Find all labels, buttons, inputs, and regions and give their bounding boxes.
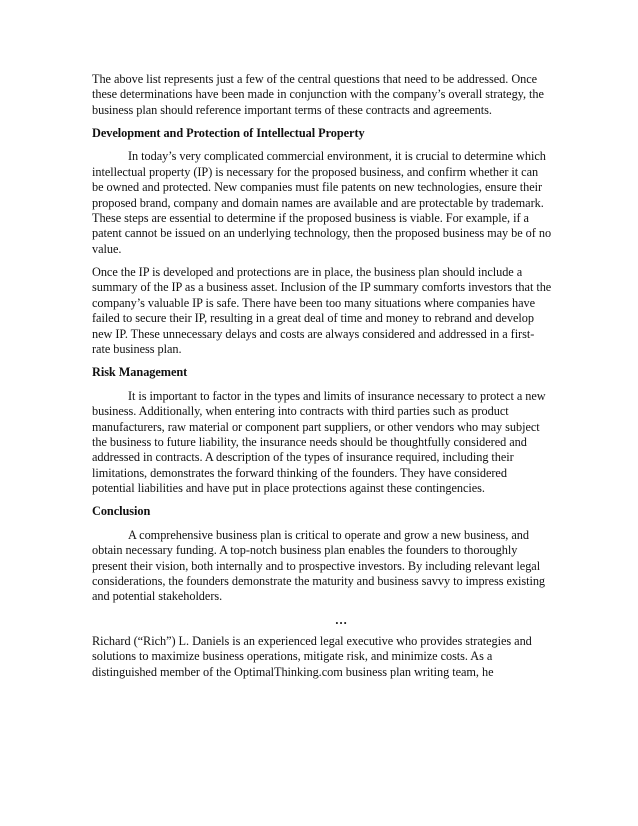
conclusion-section-heading: Conclusion xyxy=(92,504,151,519)
risk-paragraph-1: It is important to factor in the types and limits of insurance necessary to protect a new business. Additionally, when entering into contracts with third parties such as product manufacturers, raw material or component part suppliers, or other vendors who may subject the business to future liability, the insurance needs should be thoughtfully considered and addressed in contracts. A description of the types of insurance required, including their limitations, demonstrates the forward thinking of the founders. They have considered potential liabilities and have put in place protections against these contingencies. xyxy=(92,388,546,496)
section-separator: … xyxy=(334,612,350,627)
intro-paragraph: The above list represents just a few of the central questions that need to be addressed. Once these determinations have been made in conjunction with the company’s overall strategy, the business plan should reference important terms of these contracts and agreements. xyxy=(92,72,544,117)
document-page xyxy=(92,72,552,688)
author-bio-paragraph: Richard (“Rich”) L. Daniels is an experienced legal executive who provides strategies and solutions to maximize business operations, mitigate risk, and minimize costs. As a distinguished member of the OptimalThinking.com business plan writing team, he xyxy=(92,633,532,679)
ip-paragraph-1: In today’s very complicated commercial environment, it is crucial to determine which intellectual property (IP) is necessary for the proposed business, and confirm whether it can be owned and protected. New companies must file patents on new technologies, ensure their proposed brand, company and domain names are available and are protectable by trademark. These steps are essential to determine if the proposed business is viable. For example, if a patent cannot be issued on an underlying technology, then the proposed business may be of no value. xyxy=(92,149,552,256)
risk-section-heading: Risk Management xyxy=(92,365,188,380)
ip-section-heading: Development and Protection of Intellectual Property xyxy=(92,126,365,141)
ip-paragraph-2: Once the IP is developed and protections are in place, the business plan should include a summary of the IP as a business asset. Inclusion of the IP summary comforts investors that the company’s valuable IP is safe. There have been too many situations where companies have failed to secure their IP, resulting in a great deal of time and money to rebrand and develop new IP. These unnecessary delays and costs are always considered and addressed in a first-rate business plan. xyxy=(92,265,552,357)
conclusion-paragraph-1: A comprehensive business plan is critical to operate and grow a new business, and obtain necessary funding. A top-notch business plan enables the founders to thoroughly present their vision, both internally and to prospective investors. By including relevant legal considerations, the founders demonstrate the maturity and business savvy to impress existing and potential stakeholders. xyxy=(92,527,546,604)
